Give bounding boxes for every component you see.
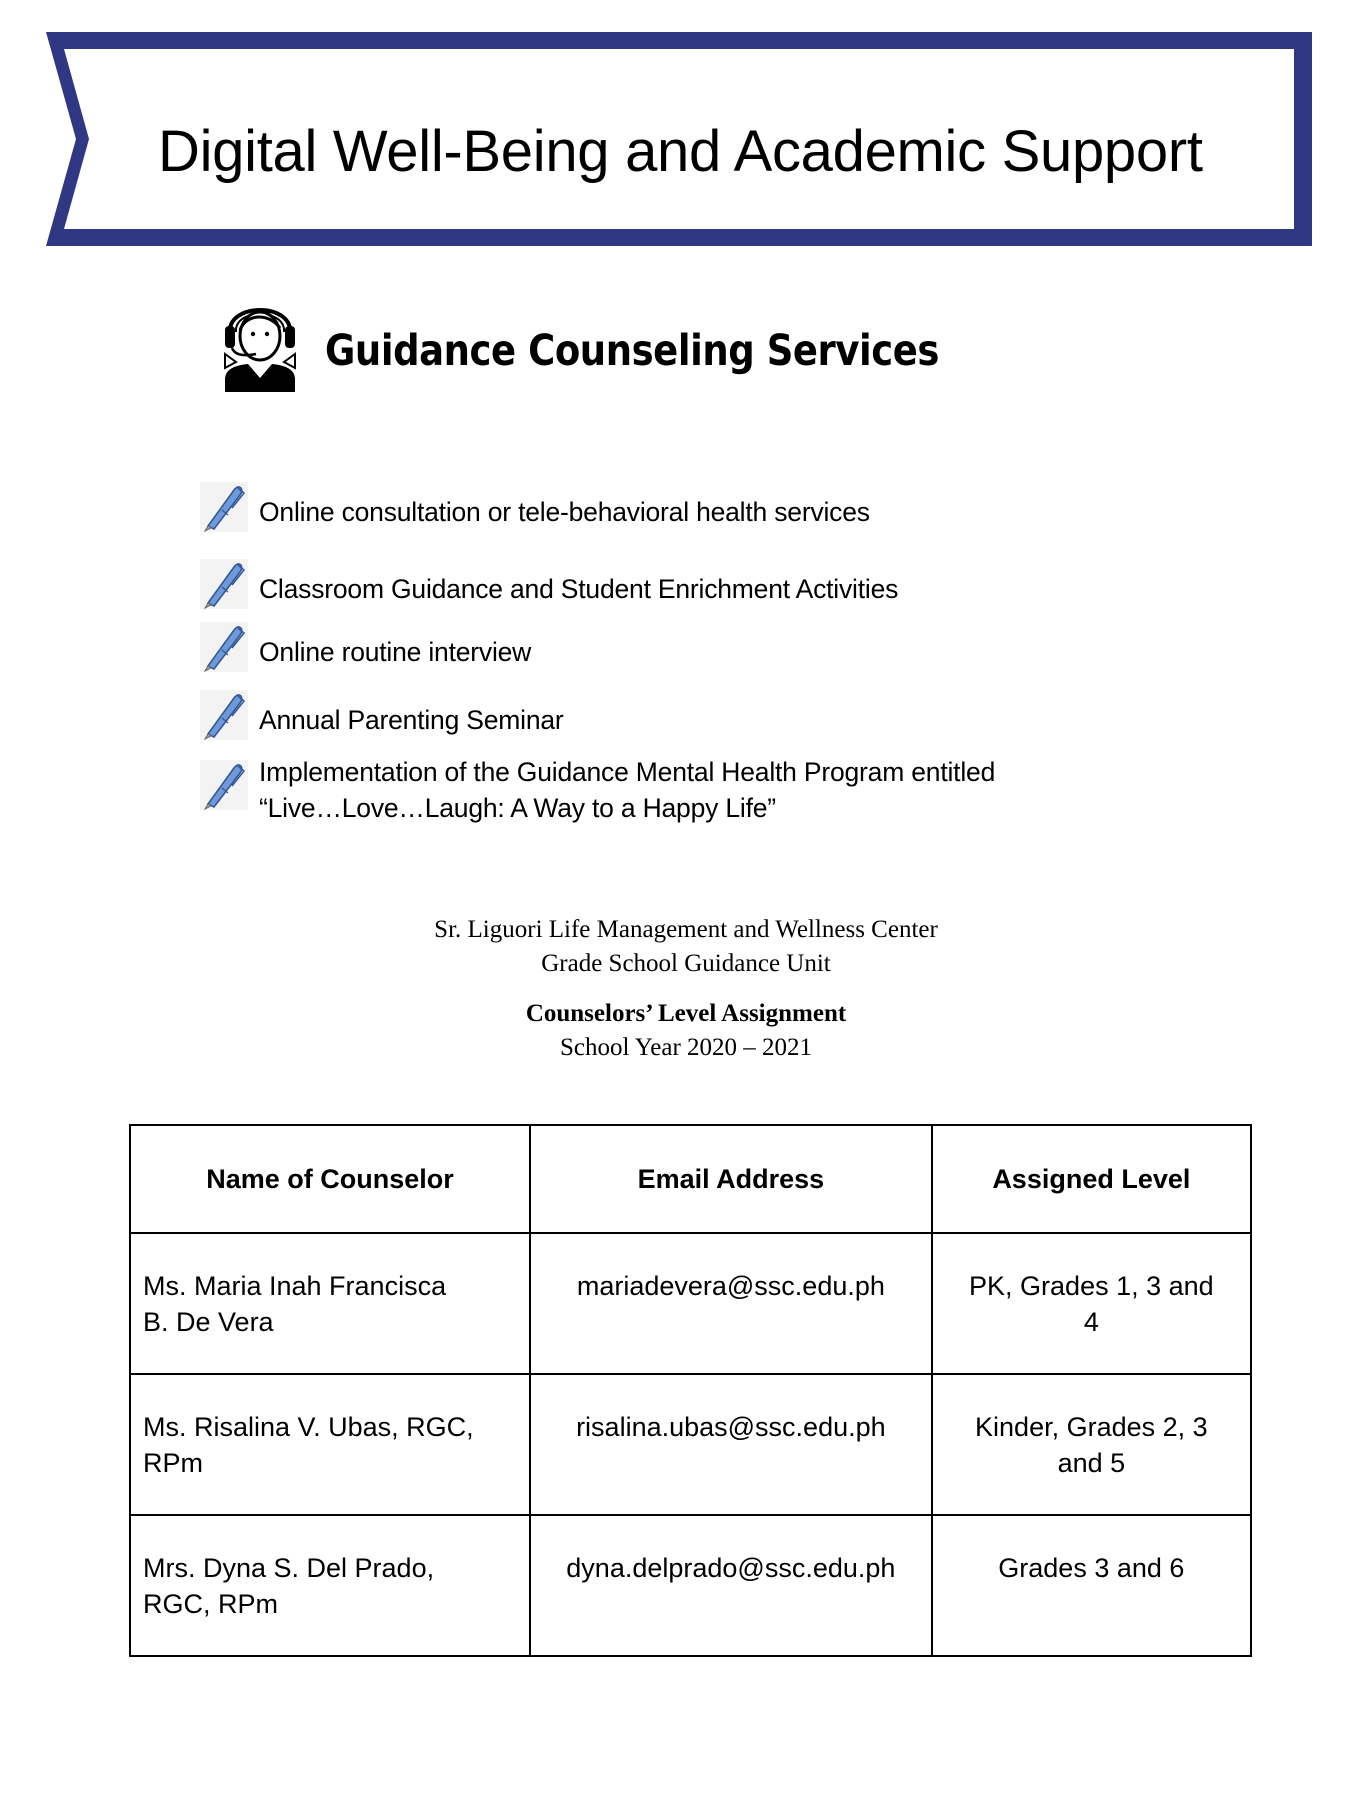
assigned-level <box>932 1374 1251 1515</box>
service-label <box>259 634 531 670</box>
counselor-name-line: RGC, RPm <box>143 1589 278 1619</box>
counselor-table <box>129 1124 1252 1657</box>
assigned-level <box>932 1515 1251 1656</box>
service-item <box>200 622 531 672</box>
counselor-name-line: Ms. Risalina V. Ubas, RGC, <box>143 1412 474 1442</box>
headset-agent-icon <box>222 292 298 392</box>
assigned-level-line: 4 <box>1083 1307 1099 1337</box>
assigned-level-line: Kinder, Grades 2, 3 <box>975 1412 1208 1442</box>
assigned-level-line: PK, Grades 1, 3 and <box>969 1271 1214 1301</box>
service-item <box>200 690 564 740</box>
assigned-level-line: and 5 <box>1057 1448 1126 1478</box>
service-item <box>200 559 898 609</box>
service-line: Annual Parenting Seminar <box>259 705 564 735</box>
counselor-email: risalina.ubas@ssc.edu.ph <box>530 1374 932 1515</box>
school-year: School Year 2020 – 2021 <box>559 1034 813 1061</box>
service-label <box>259 754 995 826</box>
service-line: Classroom Guidance and Student Enrichment Activities <box>259 574 899 604</box>
service-line: Online consultation or tele-behavioral health services <box>259 497 870 527</box>
assigned-level <box>932 1233 1251 1374</box>
table-title: Counselors’ Level Assignment <box>525 1000 847 1027</box>
counselor-name <box>130 1374 530 1515</box>
service-label <box>259 702 564 738</box>
table-row <box>130 1374 1251 1515</box>
section-heading: Guidance Counseling Services <box>325 326 940 376</box>
pen-icon <box>200 482 248 532</box>
service-line: “Live…Love…Laugh: A Way to a Happy Life” <box>259 793 776 823</box>
page-title: Digital Well-Being and Academic Support <box>158 119 1203 184</box>
header-name: Name of Counselor <box>130 1125 530 1233</box>
pen-icon <box>200 760 248 810</box>
pen-icon <box>200 622 248 672</box>
table-row <box>130 1515 1251 1656</box>
counselor-name-line: RPm <box>143 1448 203 1478</box>
unit-name: Grade School Guidance Unit <box>541 950 831 977</box>
table-row <box>130 1233 1251 1374</box>
counselor-email: dyna.delprado@ssc.edu.ph <box>530 1515 932 1656</box>
header-level: Assigned Level <box>932 1125 1251 1233</box>
pen-icon <box>200 690 248 740</box>
service-label <box>259 494 870 530</box>
service-item <box>200 482 870 532</box>
counselor-name <box>130 1515 530 1656</box>
counselor-name-line: B. De Vera <box>143 1307 274 1337</box>
counselor-name <box>130 1233 530 1374</box>
table-header-row <box>130 1125 1251 1233</box>
org-name: Sr. Liguori Life Management and Wellness Center <box>434 916 938 943</box>
counselor-name-line: Mrs. Dyna S. Del Prado, <box>143 1553 435 1583</box>
counselor-name-line: Ms. Maria Inah Francisca <box>143 1271 447 1301</box>
service-item <box>200 757 996 826</box>
assigned-level-line: Grades 3 and 6 <box>998 1553 1185 1583</box>
service-line: Online routine interview <box>259 637 532 667</box>
service-label <box>259 571 898 607</box>
service-line: Implementation of the Guidance Mental Health Program entitled <box>259 757 996 787</box>
header-email: Email Address <box>530 1125 932 1233</box>
counselor-email: mariadevera@ssc.edu.ph <box>530 1233 932 1374</box>
pen-icon <box>200 559 248 609</box>
